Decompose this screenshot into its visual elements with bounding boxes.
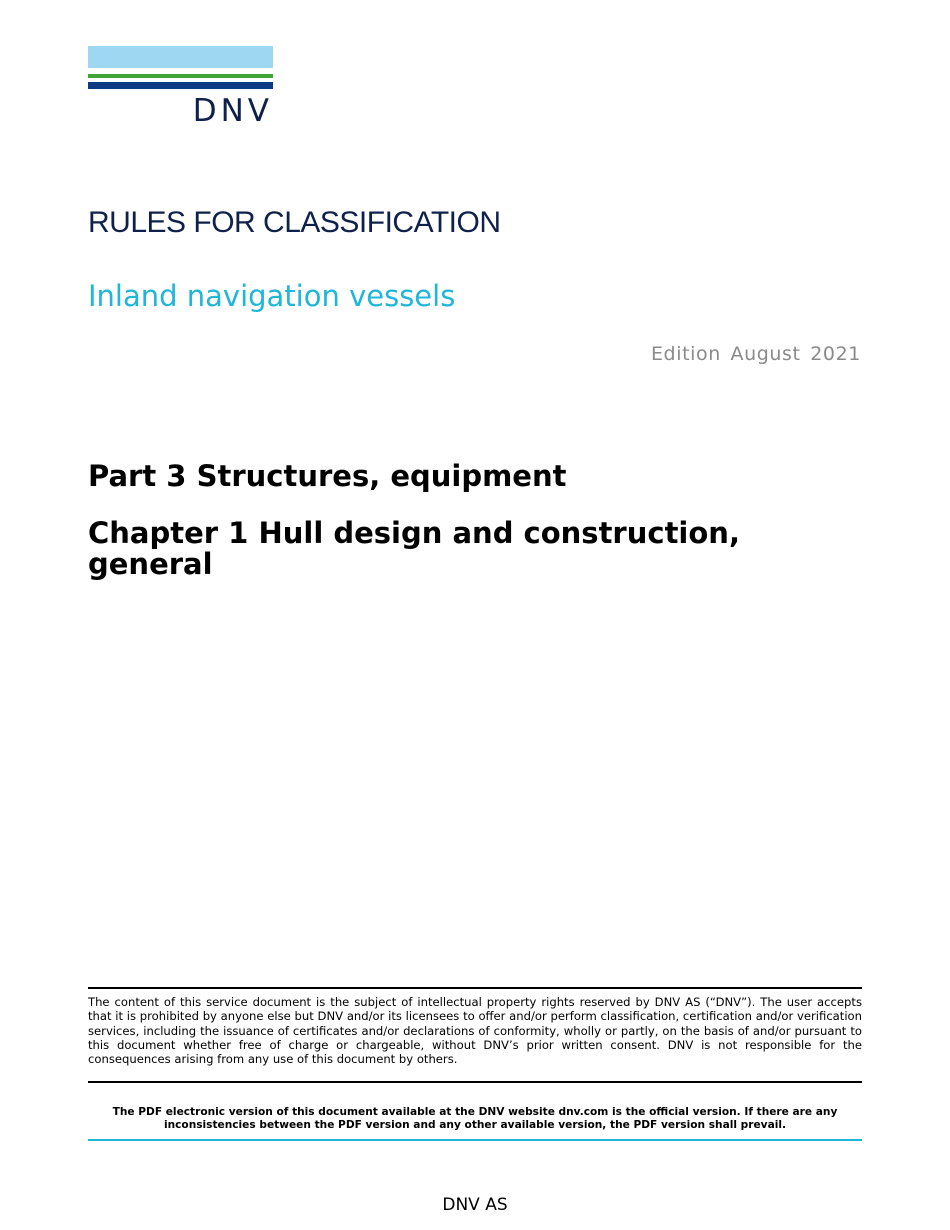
disclaimer-text: The content of this service document is the subject of intellectual property rights reserved by DNV AS (“DNV”). The user accepts that it is prohibited by anyone else but DNV and/or its licensees to offer and/or perform classification, certification and/or verification services, including the issuance of certificates and/or declarations of conformity, wholly or partly, on the basis of and/or pursuant to this document whether free of charge or chargeable, without DNV’s prior written consent. DNV is not responsible for the consequences arising from any use of this document by others.: [88, 995, 862, 1067]
publisher-name: DNV AS: [442, 1195, 508, 1215]
logo-wordmark: DNV: [192, 93, 273, 129]
edition-date: Edition August 2021: [650, 343, 861, 365]
dnv-logo: [88, 46, 273, 130]
logo-light-blue-band: [88, 46, 273, 68]
part-heading: Part 3 Structures, equipment: [88, 459, 567, 493]
footer-middle-rule: [88, 1081, 862, 1083]
logo-navy-band: [88, 82, 273, 89]
chapter-heading: Chapter 1 Hull design and construction, general: [88, 516, 740, 581]
document-title: Inland navigation vessels: [88, 279, 456, 313]
official-version-notice: The PDF electronic version of this document available at the DNV website dnv.com is the official version. If there are any inconsistencies between the PDF version and any other available version, the PDF version shall prevail.: [112, 1106, 838, 1131]
logo-green-band: [88, 74, 273, 78]
document-type: RULES FOR CLASSIFICATION: [88, 206, 501, 239]
footer-accent-rule: [88, 1139, 862, 1141]
footer-top-rule: [88, 987, 862, 989]
